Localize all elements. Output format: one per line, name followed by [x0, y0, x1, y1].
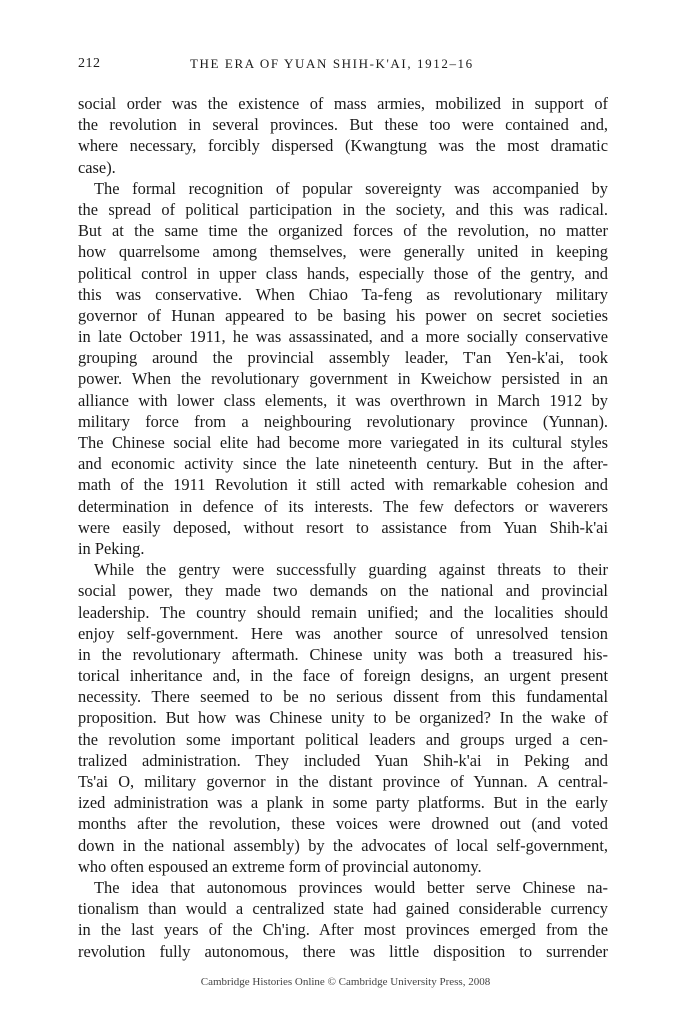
- running-head: [78, 56, 608, 78]
- text-line: Ts'ai O, military governor in the distant province of Yunnan. A central-: [78, 772, 608, 791]
- text-line: While the gentry were successfully guarding against threats to their: [94, 560, 608, 580]
- text-line: But at the same time the organized forces of the revolution, no matter: [78, 221, 608, 241]
- text-line: military force from a neighbouring revolutionary province (Yunnan).: [78, 411, 608, 431]
- text-line: who often espoused an extreme form of provincial autonomy.: [78, 856, 482, 876]
- text-line: social order was the existence of mass armies, mobilized in support of: [78, 94, 608, 113]
- text-line: The formal recognition of popular sovereignty was accompanied by: [94, 178, 608, 198]
- text-line: were easily deposed, without resort to assistance from Yuan Shih-k'ai: [78, 517, 608, 537]
- text-line: grouping around the provincial assembly leader, T'an Yen-k'ai, took: [78, 348, 608, 368]
- text-line: case).: [78, 157, 116, 177]
- text-line: proposition. But how was Chinese unity to be organized? In the wake of: [78, 708, 608, 728]
- text-line: revolution fully autonomous, there was little disposition to surrender: [78, 941, 608, 961]
- text-line: in Peking.: [78, 538, 145, 558]
- text-line: power. When the revolutionary government in Kweichow persisted in an: [78, 369, 608, 389]
- text-line: how quarrelsome among themselves, were generally united in keeping: [78, 242, 608, 262]
- text-line: the revolution in several provinces. But these too were contained and,: [78, 115, 608, 135]
- copyright-footer: Cambridge Histories Online © Cambridge University Press, 2008: [200, 976, 491, 988]
- text-line: The idea that autonomous provinces would better serve Chinese na-: [94, 877, 608, 897]
- text-line: where necessary, forcibly dispersed (Kwangtung was the most dramatic: [78, 136, 608, 156]
- text-line: necessity. There seemed to be no serious dissent from this fundamental: [78, 687, 608, 707]
- text-line: torical inheritance and, in the face of foreign designs, an urgent present: [78, 666, 608, 686]
- text-line: governor of Hunan appeared to be basing his power on secret societies: [78, 305, 608, 325]
- text-line: down in the national assembly) by the advocates of local self-government,: [78, 835, 608, 855]
- text-line: in the revolutionary aftermath. Chinese unity was both a treasured his-: [78, 644, 608, 664]
- running-title: THE ERA OF YUAN SHIH-K'AI, 1912–16: [190, 56, 474, 71]
- text-line: ized administration was a plank in some party platforms. But in the early: [78, 793, 608, 813]
- text-line: tionalism than would a centralized state had gained considerable currency: [78, 899, 608, 919]
- text-line: this was conservative. When Chiao Ta-feng as revolutionary military: [78, 284, 608, 304]
- text-line: the spread of political participation in the society, and this was radical.: [78, 199, 608, 219]
- text-line: The Chinese social elite had become more variegated in its cultural styles: [78, 433, 608, 452]
- text-line: enjoy self-government. Here was another source of unresolved tension: [78, 623, 608, 643]
- text-line: determination in defence of its interests. The few defectors or waverers: [78, 496, 608, 516]
- text-line: the revolution some important political leaders and groups urged a cen-: [78, 729, 608, 749]
- text-line: social power, they made two demands on the national and provincial: [78, 581, 608, 601]
- text-line: and economic activity since the late nineteenth century. But in the after-: [78, 454, 608, 474]
- text-line: math of the 1911 Revolution it still acted with remarkable cohesion and: [78, 475, 608, 495]
- text-line: leadership. The country should remain unified; and the localities should: [78, 602, 608, 622]
- text-line: months after the revolution, these voices were drowned out (and voted: [78, 814, 608, 834]
- text-line: in late October 1911, he was assassinated, and a more socially conservative: [78, 327, 608, 347]
- page-number: 212: [78, 56, 101, 71]
- text-line: political control in upper class hands, especially those of the gentry, and: [78, 263, 608, 283]
- text-line: tralized administration. They included Yuan Shih-k'ai in Peking and: [78, 750, 608, 770]
- text-line: alliance with lower class elements, it was overthrown in March 1912 by: [78, 390, 608, 410]
- text-line: in the last years of the Ch'ing. After most provinces emerged from the: [78, 920, 608, 940]
- body-text: [78, 93, 608, 962]
